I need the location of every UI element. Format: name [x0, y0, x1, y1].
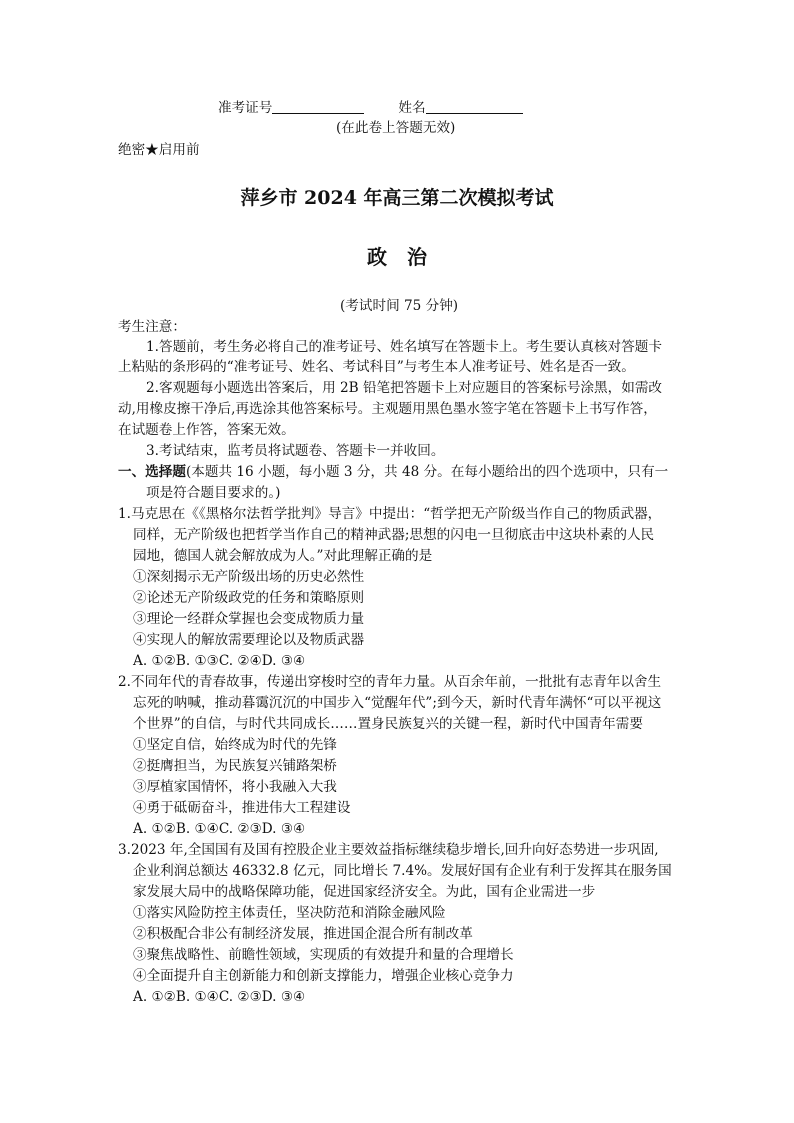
section-1-line-2: 项是符合题目要求的。) — [146, 485, 281, 501]
q3-option-1: ①落实风险防控主体责任，坚决防范和消除金融风险 — [133, 905, 446, 921]
section-1-label: 一、选择题 — [118, 464, 186, 480]
q3-answers: A. ①②B. ①④C. ②③D. ③④ — [133, 989, 306, 1005]
q2-answers: A. ①②B. ①④C. ②③D. ③④ — [133, 821, 306, 837]
q2-option-2: ②挺膺担当，为民族复兴铺路架桥 — [133, 758, 337, 774]
q3-stem-line-3: 家发展大局中的战略保障功能，促进国家经济安全。为此，国有企业需进一步 — [133, 884, 596, 900]
q2-option-4: ④勇于砥砺奋斗，推进伟大工程建设 — [133, 800, 351, 816]
q1-stem-line-2: 同样，无产阶级也把哲学当作自己的精神武器;思想的闪电一旦彻底击中这块朴素的人民 — [133, 527, 655, 543]
q2-stem-line-3: 个世界”的自信，与时代共同成长……置身民族复兴的关键一程，新时代中国青年需要 — [133, 716, 643, 732]
candidate-info-row — [218, 98, 523, 118]
q3-option-2: ②积极配合非公有制经济发展，推进国企混合所有制改革 — [133, 926, 473, 942]
name-label: 姓名 — [398, 100, 426, 116]
invalid-note: (在此卷上答题无效) — [336, 120, 456, 136]
subject-title: 政 治 — [367, 245, 427, 269]
q3-option-4: ④全面提升自主创新能力和创新支撑能力，增强企业核心竞争力 — [133, 968, 514, 984]
q1-answers: A. ①②B. ①③C. ②④D. ③④ — [133, 653, 306, 669]
q2-stem-line-2: 忘死的呐喊，推动暮霭沉沉的中国步入“觉醒年代”;到今天，新时代青年满怀“可以平视这 — [133, 695, 662, 711]
q2-stem-line-1: 2.不同年代的青春故事，传递出穿梭时空的青年力量。从百余年前，一批批有志青年以舍生 — [118, 674, 662, 690]
exam-id-blank[interactable] — [272, 99, 364, 114]
q2-option-3: ③厚植家国情怀，将小我融入大我 — [133, 779, 337, 795]
notice-2-line-3: 在试题卷上作答，答案无效。 — [118, 422, 295, 438]
q1-stem-line-1: 1.马克思在《《黑格尔法哲学批判》导言》中提出：“哲学把无产阶级当作自己的物质武器， — [118, 506, 662, 522]
exam-title: 萍乡市 2024 年高三第二次模拟考试 — [240, 187, 554, 209]
notice-1-line-1: 1.答题前，考生务必将自己的准考证号、姓名填写在答题卡上。考生要认真核对答题卡 — [146, 339, 662, 355]
notice-2-line-1: 2.客观题每小题选出答案后，用 2B 铅笔把答题卡上对应题目的答案标号涂黑，如需改 — [146, 380, 663, 396]
notice-3: 3.考试结束，监考员将试题卷、答题卡一并收回。 — [146, 443, 445, 459]
secret-mark: 绝密★启用前 — [118, 142, 200, 158]
q1-option-3: ③理论一经群众掌握也会变成物质力量 — [133, 611, 365, 627]
q3-stem-line-2: 企业利润总额达 46332.8 亿元，同比增长 7.4%。发展好国有企业有利于发挥其在服务国 — [133, 863, 672, 879]
name-blank[interactable] — [426, 99, 523, 114]
exam-duration: (考试时间 75 分钟) — [340, 298, 459, 314]
notice-1-line-2: 上粘贴的条形码的“准考证号、姓名、考试科目”与考生本人准考证号、姓名是否一致。 — [118, 359, 635, 375]
section-1-desc: (本题共 16 小题，每小题 3 分，共 48 分。在每小题给出的四个选项中，只有一 — [185, 464, 669, 480]
exam-id-label: 准考证号 — [218, 100, 273, 116]
q3-stem-line-1: 3.2023 年,全国国有及国有控股企业主要效益指标继续稳步增长,回升向好态势进一步巩固, — [118, 842, 659, 858]
section-1-line-1 — [118, 462, 668, 482]
notice-heading: 考生注意： — [118, 319, 186, 335]
q1-stem-line-3: 园地，德国人就会解放成为人。”对此理解正确的是 — [133, 548, 433, 564]
notice-2-line-2: 动,用橡皮擦干净后,再选涂其他答案标号。主观题用黑色墨水签字笔在答题卡上书写作答， — [118, 401, 657, 417]
q2-option-1: ①坚定自信，始终成为时代的先锋 — [133, 737, 337, 753]
q1-option-2: ②论述无产阶级政党的任务和策略原则 — [133, 590, 365, 606]
q1-option-1: ①深刻揭示无产阶级出场的历史必然性 — [133, 569, 365, 585]
q1-option-4: ④实现人的解放需要理论以及物质武器 — [133, 632, 365, 648]
q3-option-3: ③聚焦战略性、前瞻性领域，实现质的有效提升和量的合理增长 — [133, 947, 514, 963]
